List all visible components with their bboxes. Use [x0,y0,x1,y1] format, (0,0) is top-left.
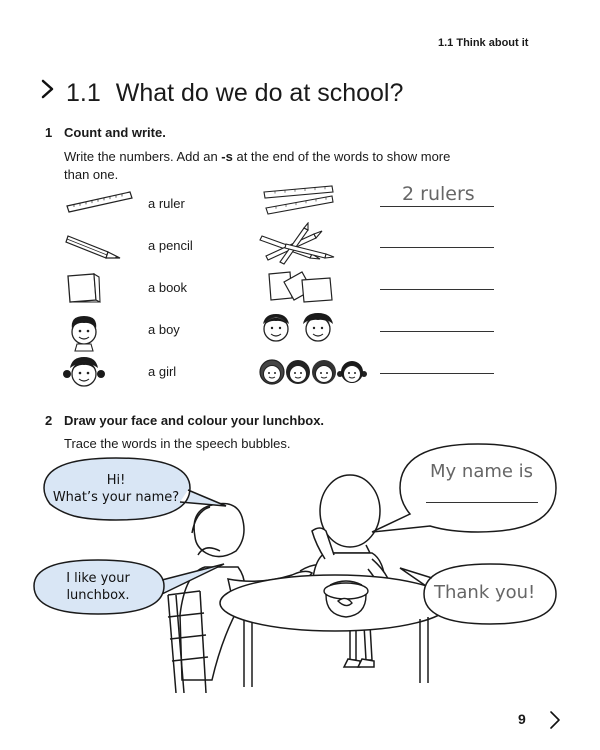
row-5-word: a girl [148,364,177,379]
books-group-icon [266,266,336,306]
bubble-lunch-line-1: I like your [66,571,130,586]
exercise-2-title: Draw your face and colour your lunchbox. [64,413,325,428]
title-text: What do we do at school? [115,79,404,107]
pencil-icon [64,226,124,262]
rulers-group-icon [260,182,340,218]
boys-group-icon [258,310,338,352]
book-icon [64,270,104,306]
bubble-thanks-text: Thank you! [434,582,536,603]
answer-line-5[interactable] [380,373,494,374]
page-number: 9 [518,711,526,727]
row-4-word: a boy [148,322,180,337]
exercise-1-instruction [64,148,504,184]
answer-line-3[interactable] [380,289,494,290]
boy-icon [66,313,102,353]
answer-line-4[interactable] [380,331,494,332]
exercise-1-title: Count and write. [64,125,166,140]
instruction-bold: -s [221,149,233,164]
example-answer: 2 rulers [402,183,475,205]
instruction-text: Write the numbers. Add an [64,149,222,164]
instruction-line-2: than one. [64,167,119,182]
exercise-2-number: 2 [45,413,53,428]
chevron-right-icon [40,78,56,100]
pencils-group-icon [256,222,336,266]
row-2-word: a pencil [148,238,193,253]
girls-group-icon [256,354,372,390]
bubble-lunch-text [38,570,158,604]
bubble-hi-text [46,472,186,506]
exercise-1-number: 1 [45,125,53,140]
row-3-word: a book [148,280,188,295]
bubble-lunch-line-2: lunchbox. [66,588,130,603]
name-write-line[interactable] [426,502,538,503]
bubble-hi-line-2: What’s your name? [52,490,180,505]
next-page-chevron-icon[interactable] [548,710,562,730]
ruler-icon [64,186,134,216]
page-title [66,79,403,108]
running-head: 1.1 Think about it [438,37,529,49]
bubble-name-text: My name is [430,461,534,482]
instruction-text-2: at the end of the words to show more [232,149,451,164]
speech-bubble-name [368,438,568,538]
girl-icon [62,354,106,394]
bubble-hi-line-1: Hi! [106,473,126,488]
row-1-word: a ruler [148,196,185,211]
answer-line-2[interactable] [380,247,494,248]
title-number: 1.1 [66,79,101,107]
answer-line-1[interactable] [380,206,494,207]
exercise-2-instruction: Trace the words in the speech bubbles. [64,436,291,451]
